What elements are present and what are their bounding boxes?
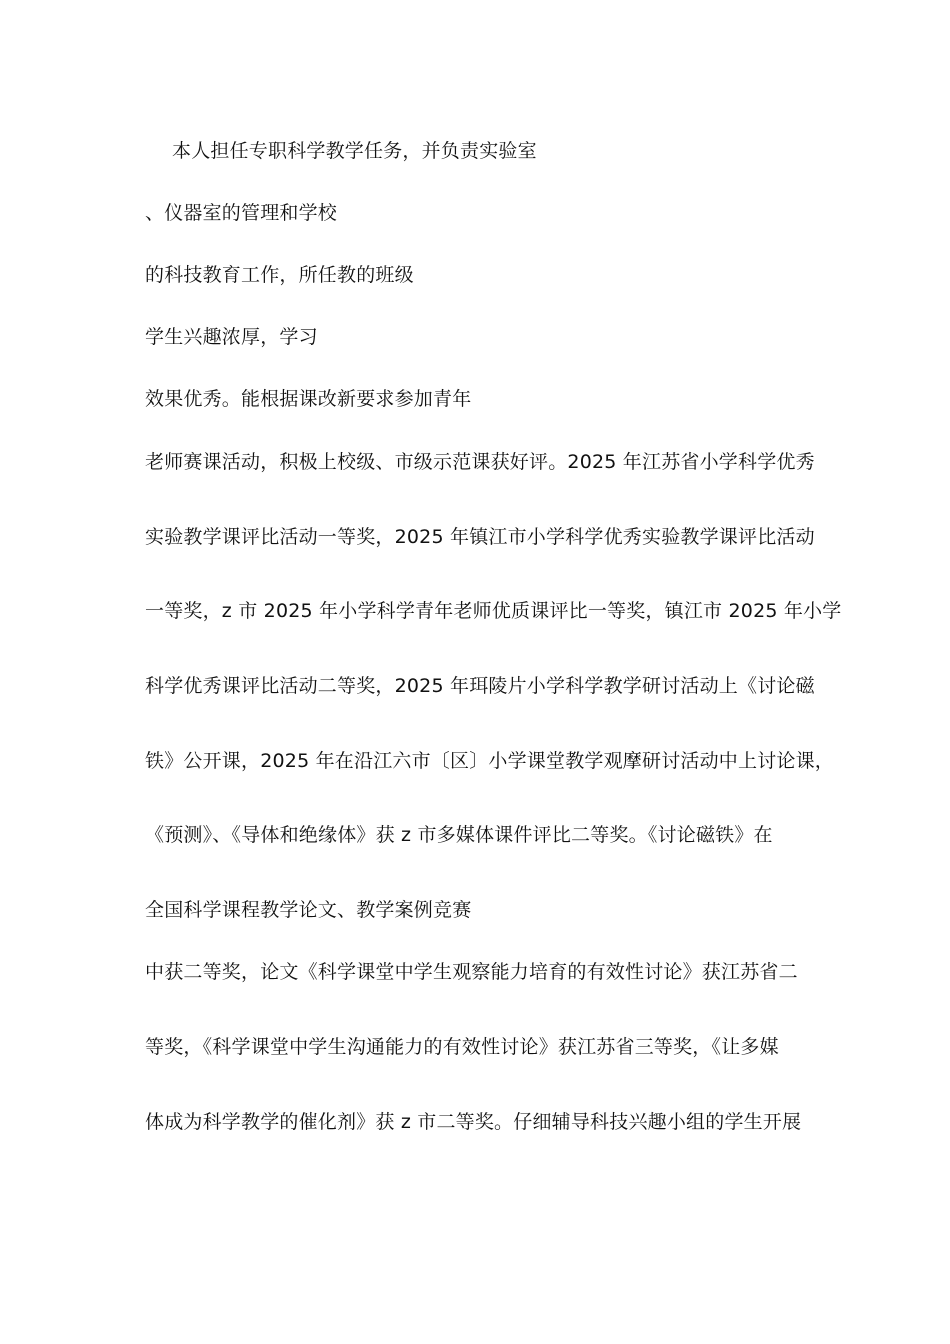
paragraph-line: 一等奖，z 市 2025 年小学科学青年老师优质课评比一等奖，镇江市 2025 年小学 [145,600,842,622]
paragraph-line: 学生兴趣浓厚，学习 [145,326,318,348]
paragraph-line: 效果优秀。能根据课改新要求参加青年 [145,388,472,410]
paragraph-line: 本人担任专职科学教学任务，并负责实验室 [172,140,537,162]
paragraph-line: 中获二等奖，论文《科学课堂中学生观察能力培育的有效性讨论》获江苏省二 [145,961,798,983]
paragraph-line: 《预测》、《导体和绝缘体》获 z 市多媒体课件评比二等奖。《讨论磁铁》在 [145,824,773,846]
paragraph-line: 科学优秀课评比活动二等奖，2025 年珥陵片小学科学教学研讨活动上《讨论磁 [145,675,815,697]
paragraph-line: 等奖，《科学课堂中学生沟通能力的有效性讨论》获江苏省三等奖，《让多媒 [145,1036,779,1058]
paragraph-line: 、仪器室的管理和学校 [145,202,338,224]
paragraph-line: 的科技教育工作，所任教的班级 [145,264,414,286]
paragraph-line: 实验教学课评比活动一等奖，2025 年镇江市小学科学优秀实验教学课评比活动 [145,526,815,548]
paragraph-line: 铁》公开课，2025 年在沿江六市〔区〕小学课堂教学观摩研讨活动中上讨论课， [145,750,834,772]
paragraph-line: 老师赛课活动，积极上校级、市级示范课获好评。2025 年江苏省小学科学优秀 [145,451,815,473]
paragraph-line: 全国科学课程教学论文、教学案例竞赛 [145,899,472,921]
paragraph-line: 体成为科学教学的催化剂》获 z 市二等奖。仔细辅导科技兴趣小组的学生开展 [145,1111,802,1133]
